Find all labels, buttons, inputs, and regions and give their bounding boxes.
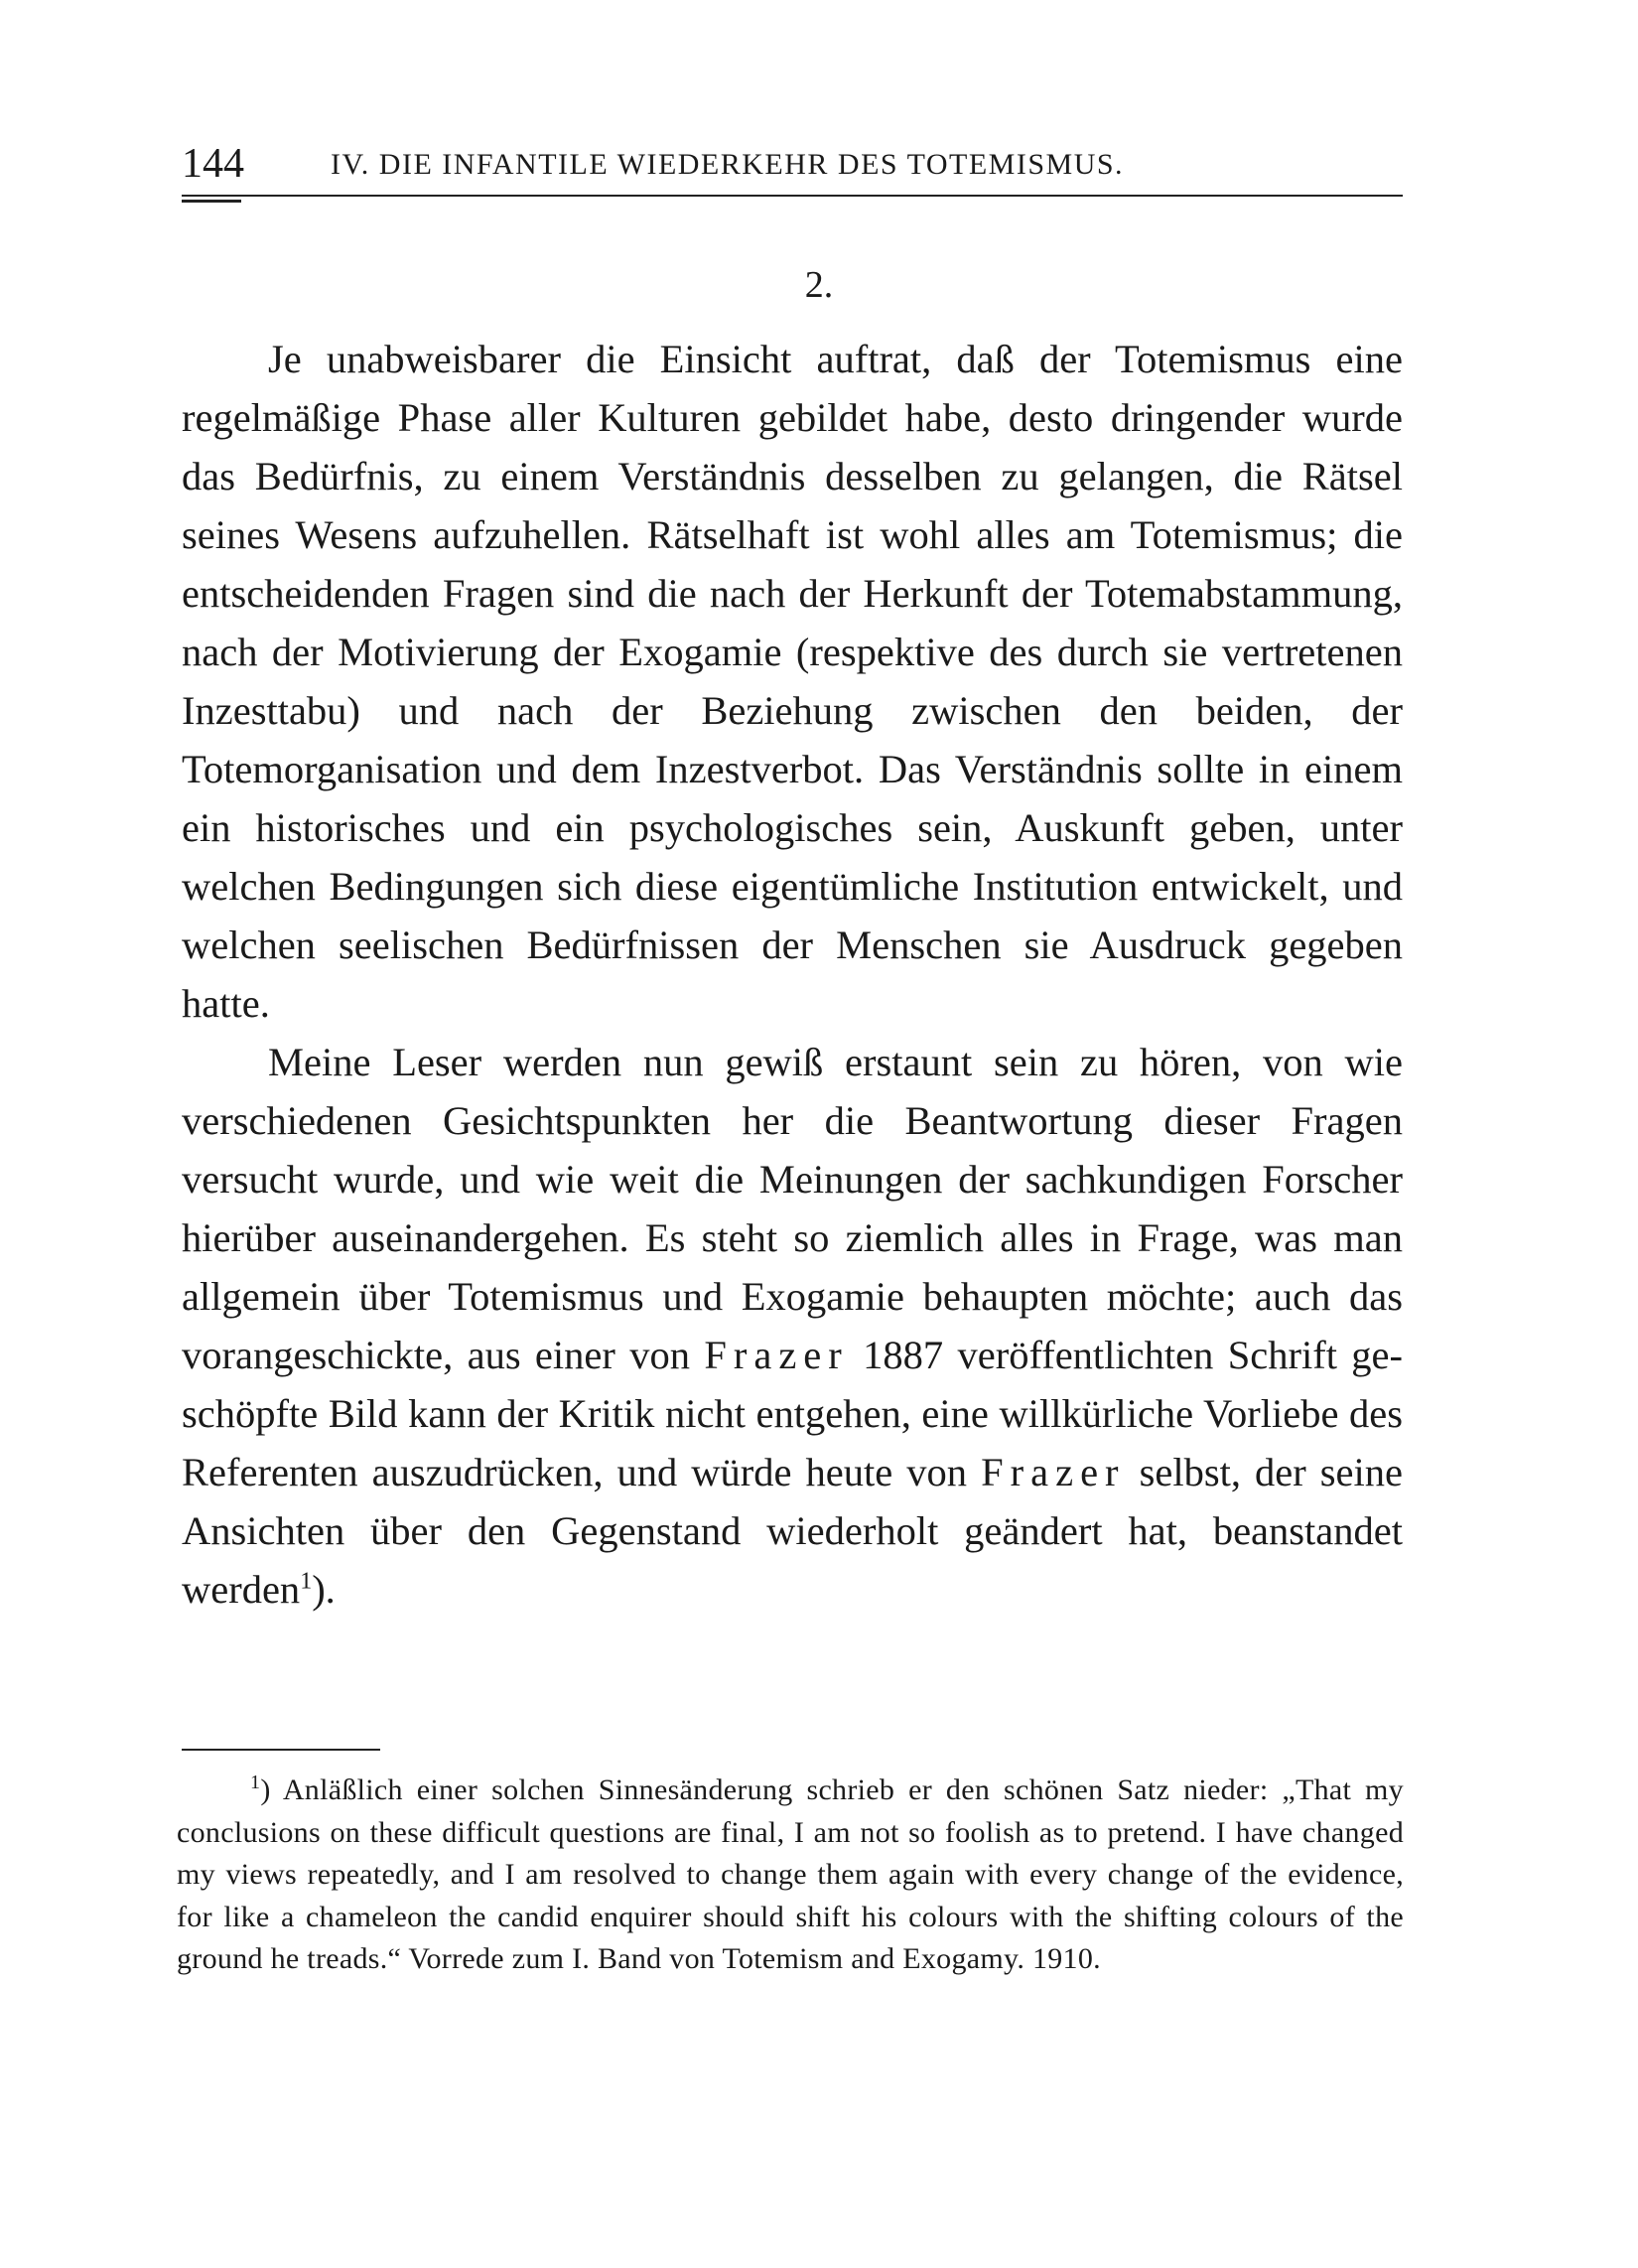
author-name: Frazer [704, 1333, 849, 1377]
body-text [182, 330, 1403, 1619]
header-rule [182, 195, 1403, 197]
running-head [182, 139, 1403, 189]
paragraph-2-text-3: selbst, der seine Ansichten über den Gegenstand wiederholt geändert hat, beanstandet werden [182, 1450, 1403, 1612]
footnote-paragraph [177, 1770, 1404, 1981]
author-name-repeat: Frazer [981, 1450, 1126, 1494]
header-rule-accent [182, 200, 241, 203]
paragraph-2-end: ). [312, 1567, 336, 1612]
footnote-rule [182, 1749, 380, 1751]
footnote-text: ) Anläßlich einer solchen Sinnesänderung schrieb er den schönen Satz nieder: „That my conclusions on these difficult questions are final, I am not so foolish as to pretend. I have changed my views repeatedly, and I am resolved to change them again with every change of the evidence, for like a chameleon the candid enquirer should shift his colours with the shifting colours of the ground he treads.“ Vorrede zum I. Band von Totemism and Exogamy. 1910. [177, 1773, 1404, 1975]
section-number: 2. [804, 264, 834, 306]
paragraph-2 [182, 1033, 1403, 1619]
paragraph-1: Je unabweisbarer die Einsicht auftrat, daß der Totemismus eine regelmäßige Phase aller Kulturen gebildet habe, desto dringender wurde das Bedürfnis, zu einem Verständnis desselben zu gelangen, die Rätsel seines Wesens aufzuhellen. Rätselhaft ist wohl alles am Totemismus; die entscheidenden Fragen sind die nach der Herkunft der Totemabstammung, nach der Motivierung der Exogamie (respektive des durch sie vertretenen Inzesttabu) und nach der Beziehung zwischen den beiden, der Totemorganisation und dem Inzestverbot. Das Verständnis sollte in einem ein historisches und ein psychologisches sein, Auskunft geben, unter welchen Bedingungen sich diese eigentümliche Institution entwickelt, und welchen seelischen Bedürfnissen der Menschen sie Ausdruck gegeben hatte. [182, 337, 1403, 1026]
footnote [177, 1770, 1404, 1981]
running-title: IV. DIE INFANTILE WIEDERKEHR DES TOTEMISMUS. [331, 148, 1125, 181]
footnote-marker: 1 [250, 1772, 261, 1793]
paragraph-2-text-2: 1887 veröffentlichten Schrift geschöpfte Bild kann der Kritik nicht entgehen, eine willkürliche Vorliebe des Referenten auszudrücken, und würde heute von [182, 1333, 1404, 1494]
footnote-reference: 1 [300, 1568, 313, 1595]
page-number: 144 [182, 141, 244, 187]
paragraph-2-text-1: Meine Leser werden nun gewiß erstaunt sein zu hören, von wie verschiedenen Gesichtspunkten her die Beantwortung dieser Fragen versucht wurde, und wie weit die Meinungen der sachkundigen Forscher hierüber auseinandergehen. Es steht so ziemlich alles in Frage, was man allgemein über Totemismus und Exogamie behaupten möchte; auch das vorangeschickte, aus einer von [182, 1040, 1403, 1377]
